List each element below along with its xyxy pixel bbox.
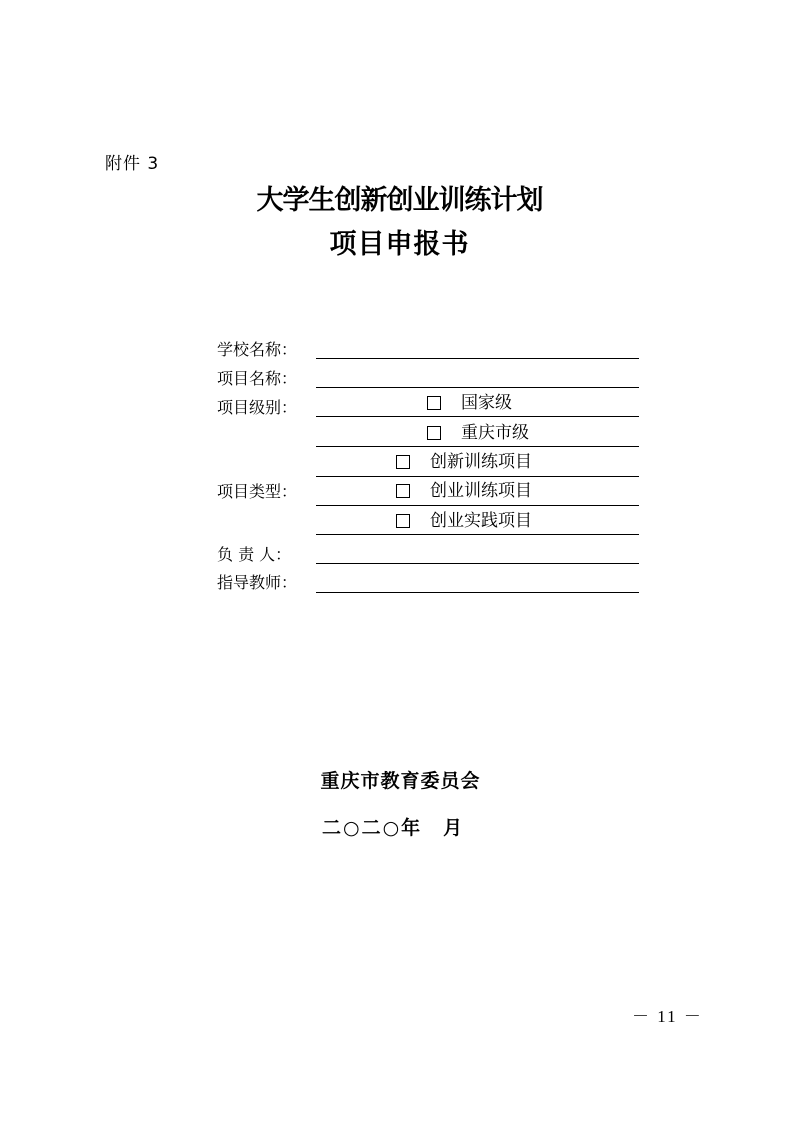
project-type-option-label: 创业实践项目 [430, 511, 532, 531]
project-level-option[interactable] [427, 422, 529, 444]
project-type-option[interactable] [396, 451, 532, 473]
divider-line [316, 505, 639, 506]
checkbox-icon[interactable] [427, 396, 441, 410]
divider-line [316, 416, 639, 417]
divider-line [316, 534, 639, 535]
document-title: 大学生创新创业训练计划 [256, 185, 543, 216]
page-number: － 11 － [632, 1007, 703, 1026]
attachment-label: 附件 3 [105, 154, 160, 174]
checkbox-icon[interactable] [396, 455, 410, 469]
project-level-option-label: 重庆市级 [461, 423, 529, 443]
advisor-field[interactable] [316, 592, 639, 593]
project-level-option[interactable] [427, 392, 512, 414]
advisor-label: 指导教师： [217, 573, 298, 592]
divider-line [316, 446, 639, 447]
project-level-option-label: 国家级 [461, 393, 512, 413]
project-type-option-label: 创业训练项目 [430, 481, 532, 501]
checkbox-icon[interactable] [396, 514, 410, 528]
leader-field[interactable] [316, 563, 639, 564]
project-type-option[interactable] [396, 510, 532, 532]
leader-label: 负 责 人： [217, 545, 292, 564]
issuer-name: 重庆市教育委员会 [320, 770, 481, 792]
project-type-option[interactable] [396, 480, 532, 502]
checkbox-icon[interactable] [396, 484, 410, 498]
project-type-option-label: 创新训练项目 [430, 452, 532, 472]
document-subtitle: 项目申报书 [329, 229, 470, 260]
school-name-field[interactable] [316, 358, 639, 359]
issue-date: 二○二○年 月 [322, 817, 465, 839]
divider-line [316, 476, 639, 477]
project-name-label: 项目名称： [217, 369, 298, 388]
project-level-label: 项目级别： [217, 398, 298, 417]
school-name-label: 学校名称： [217, 340, 298, 359]
checkbox-icon[interactable] [427, 426, 441, 440]
project-type-label: 项目类型： [217, 482, 298, 501]
project-name-field[interactable] [316, 387, 639, 388]
